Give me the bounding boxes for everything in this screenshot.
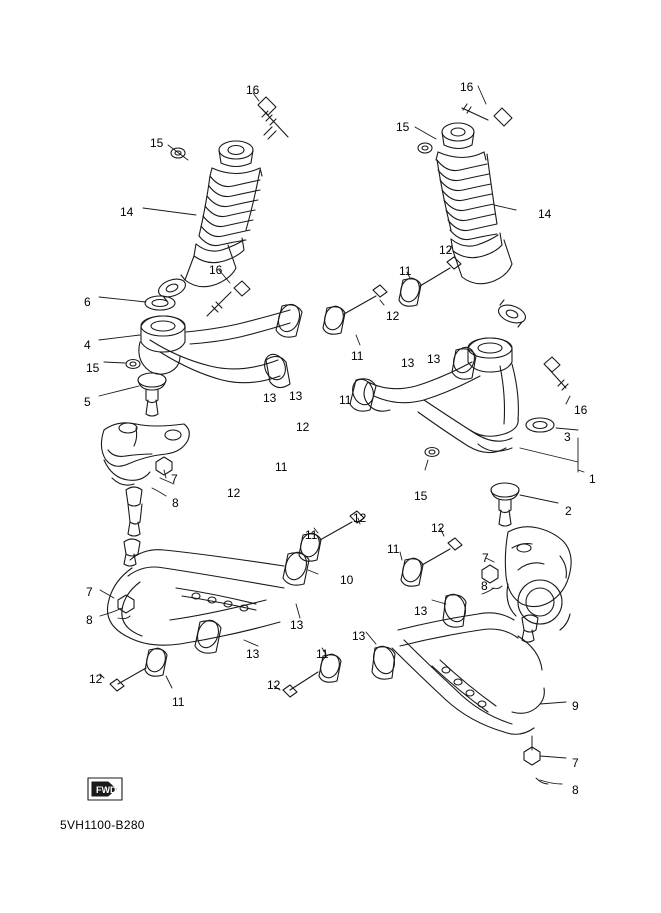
diagram-code: 5VH1100-B280 [60,818,145,832]
callout-13: 13 [263,391,277,405]
callout-6: 6 [84,295,91,309]
callout-4: 4 [84,338,91,352]
callout-3: 3 [564,430,571,444]
callout-8: 8 [481,579,488,593]
fwd-label: FWD [96,785,117,795]
callout-10: 10 [340,573,354,587]
callout-15: 15 [396,120,410,134]
callout-9: 9 [572,699,579,713]
callout-8: 8 [172,496,179,510]
callout-12: 12 [267,678,281,692]
callout-11: 11 [172,695,185,709]
callout-7: 7 [482,551,489,565]
callout-2: 2 [565,504,572,518]
callout-16: 16 [246,83,260,97]
callout-13: 13 [246,647,260,661]
callout-13: 13 [290,618,304,632]
upper-arm-front-right [322,245,584,526]
callout-14: 14 [120,205,134,219]
callout-11: 11 [305,528,318,542]
callout-8: 8 [86,613,93,627]
callout-11: 11 [275,460,288,474]
lower-arm-front-left [100,511,367,697]
callout-13: 13 [414,604,428,618]
callout-12: 12 [439,243,453,257]
callout-15: 15 [150,136,164,150]
callout-13: 13 [352,629,366,643]
callout-12: 12 [431,521,445,535]
callout-16: 16 [574,403,588,417]
lower-arm-front-right [366,528,566,734]
callout-1: 1 [589,472,596,486]
callout-15: 15 [86,361,100,375]
callout-11: 11 [387,542,400,556]
shock-absorber-right [415,86,528,327]
callout-11: 11 [316,647,329,661]
callout-13: 13 [427,352,441,366]
callout-5: 5 [84,395,91,409]
callout-7: 7 [171,472,178,486]
callout-14: 14 [538,207,552,221]
callout-11: 11 [399,264,412,278]
callout-16: 16 [460,80,474,94]
callout-13: 13 [289,389,303,403]
callout-12: 12 [227,486,241,500]
callout-11: 11 [351,349,364,363]
steering-knuckle-lower-right [482,527,571,784]
callout-7: 7 [572,756,579,770]
callout-15: 15 [414,489,428,503]
callout-13: 13 [401,356,415,370]
callout-12: 12 [296,420,310,434]
callout-11: 11 [339,393,352,407]
callout-8: 8 [572,783,579,797]
callout-12: 12 [386,309,400,323]
callout-12: 12 [353,511,367,525]
callout-12: 12 [89,672,103,686]
callout-7: 7 [86,585,93,599]
callout-16: 16 [209,263,223,277]
